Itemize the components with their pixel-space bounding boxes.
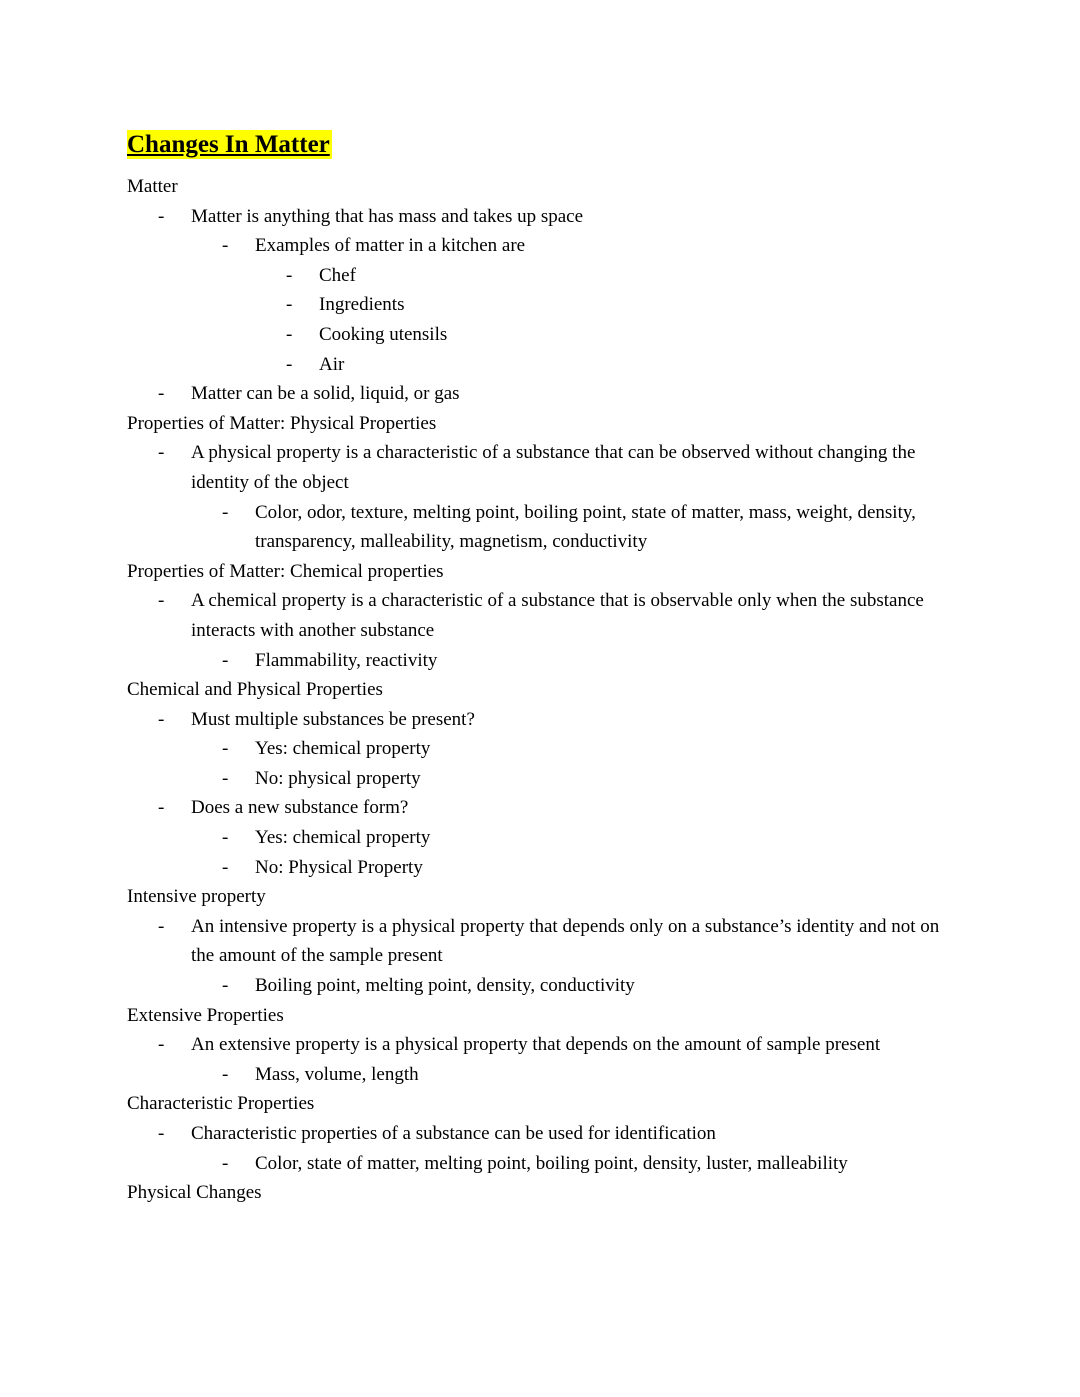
doc-line <box>286 350 955 380</box>
bullet-dash: - <box>158 205 165 227</box>
doc-line <box>222 823 955 853</box>
bullet-dash: - <box>222 767 229 789</box>
doc-line <box>127 1089 955 1119</box>
doc-line <box>158 586 955 645</box>
line-text: Does a new substance form? <box>191 797 409 819</box>
doc-line <box>286 320 955 350</box>
bullet-dash: - <box>286 294 293 316</box>
line-text: Mass, volume, length <box>255 1063 419 1085</box>
doc-line <box>127 882 955 912</box>
doc-line <box>222 1149 955 1179</box>
line-text: Flammability, reactivity <box>255 649 438 671</box>
line-text: Color, odor, texture, melting point, boiling point, state of matter, mass, weight, density, transparency, malleability, magnetism, conductivity <box>255 501 916 553</box>
doc-line <box>222 231 955 261</box>
document-content <box>127 128 955 1208</box>
page-title: Changes In Matter <box>127 131 330 158</box>
bullet-dash: - <box>222 235 229 257</box>
line-text: An intensive property is a physical property that depends only on a substance’s identity and not on the amount of the sample present <box>191 915 940 967</box>
bullet-dash: - <box>286 264 293 286</box>
line-text: No: Physical Property <box>255 856 423 878</box>
doc-line <box>222 734 955 764</box>
line-text: Boiling point, melting point, density, conductivity <box>255 975 635 997</box>
line-text: Properties of Matter: Physical Properties <box>127 412 437 434</box>
line-text: Matter can be a solid, liquid, or gas <box>191 383 460 405</box>
doc-line <box>158 379 955 409</box>
line-text: A physical property is a characteristic of a substance that can be observed without changing the identity of the object <box>191 442 916 493</box>
line-text: Chef <box>319 264 356 286</box>
bullet-dash: - <box>286 323 293 345</box>
line-text: No: physical property <box>255 767 421 789</box>
bullet-dash: - <box>286 353 293 375</box>
doc-line <box>222 764 955 794</box>
doc-line <box>286 290 955 320</box>
line-text: Examples of matter in a kitchen are <box>255 235 526 257</box>
bullet-dash: - <box>222 1063 229 1085</box>
bullet-dash: - <box>158 915 165 937</box>
line-text: Cooking utensils <box>319 323 448 345</box>
bullet-dash: - <box>222 1152 229 1174</box>
bullet-dash: - <box>158 1034 165 1056</box>
bullet-dash: - <box>158 590 165 612</box>
doc-line <box>222 646 955 676</box>
doc-line <box>158 793 955 823</box>
line-text: Characteristic properties of a substance can be used for identification <box>191 1123 716 1144</box>
doc-line <box>127 675 955 705</box>
bullet-dash: - <box>222 738 229 760</box>
line-text: Physical Changes <box>127 1182 262 1204</box>
bullet-dash: - <box>222 856 229 878</box>
bullet-dash: - <box>158 797 165 819</box>
doc-line <box>127 409 955 439</box>
line-text: Matter <box>127 176 178 197</box>
doc-line <box>158 202 955 232</box>
line-text: Properties of Matter: Chemical properties <box>127 560 444 582</box>
doc-line <box>222 498 955 557</box>
doc-line <box>158 912 955 971</box>
bullet-dash: - <box>222 827 229 849</box>
doc-line <box>222 971 955 1001</box>
line-text: Yes: chemical property <box>255 827 431 849</box>
doc-line <box>158 1030 955 1060</box>
doc-line <box>158 705 955 735</box>
line-text: An extensive property is a physical property that depends on the amount of sample present <box>191 1034 881 1056</box>
bullet-dash: - <box>158 708 165 730</box>
bullet-dash: - <box>222 501 229 523</box>
doc-line <box>286 261 955 291</box>
doc-line <box>127 1178 955 1208</box>
bullet-dash: - <box>222 975 229 997</box>
line-text: Intensive property <box>127 886 266 908</box>
doc-line <box>222 1060 955 1090</box>
line-text: Chemical and Physical Properties <box>127 679 383 701</box>
doc-line <box>158 1119 955 1149</box>
title-line <box>127 128 955 165</box>
doc-line <box>127 557 955 587</box>
doc-line <box>158 438 955 497</box>
line-text: Ingredients <box>319 294 405 316</box>
line-text: Characteristic Properties <box>127 1093 315 1115</box>
line-text: Must multiple substances be present? <box>191 708 475 730</box>
line-text: Yes: chemical property <box>255 738 431 760</box>
doc-body <box>127 172 955 1208</box>
bullet-dash: - <box>158 383 165 405</box>
doc-line <box>127 172 955 202</box>
line-text: Air <box>319 353 345 375</box>
doc-line <box>127 1001 955 1031</box>
bullet-dash: - <box>158 442 165 464</box>
line-text: Color, state of matter, melting point, boiling point, density, luster, malleability <box>255 1152 848 1174</box>
line-text: Matter is anything that has mass and takes up space <box>191 205 584 227</box>
doc-line <box>222 853 955 883</box>
line-text: A chemical property is a characteristic of a substance that is observable only when the substance interacts with another substance <box>191 590 924 641</box>
bullet-dash: - <box>222 649 229 671</box>
bullet-dash: - <box>158 1123 165 1144</box>
line-text: Extensive Properties <box>127 1004 284 1026</box>
